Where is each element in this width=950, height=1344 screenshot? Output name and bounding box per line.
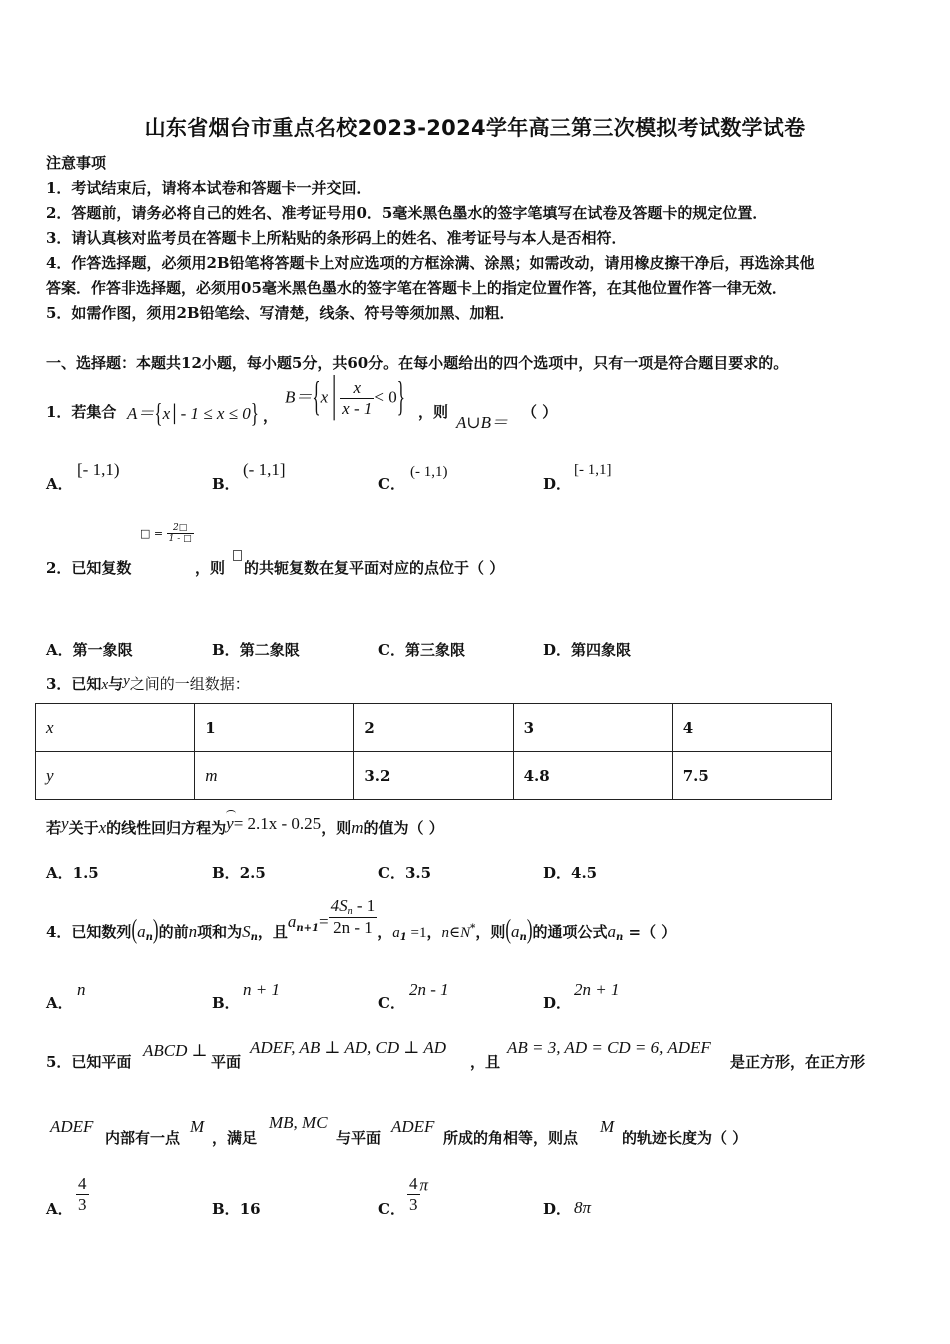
section-heading: 一、选择题：本题共12小题，每小题5分，共60分。在每小题给出的四个选项中，只有一项是符合题目要求的。 [46,354,789,372]
q5-prefix: 5．已知平面 [46,1053,132,1071]
q1-set-b-rel: < 0 [374,387,397,407]
q3-option-d-label: D． [543,864,572,882]
q5-satisfy: ，满足 [212,1129,258,1147]
q3-option-b-value: 2.5 [239,864,266,882]
q4-option-d-value: 2n + 1 [574,980,620,999]
q4-option-b-value: n + 1 [243,980,280,999]
q1-then: ，则 [418,403,449,421]
table-cell: x [36,704,195,752]
table-row [36,704,832,752]
q3-question: 若y关于x的线性回归方程为y= 2.1x - 0.25，则m的值为（ ） [46,814,444,837]
note-item: 1．考试结束后，请将本试卷和答题卡一并交回． [46,179,372,197]
q5-option-b-value: 16 [239,1200,261,1218]
q2-formula-lhs: □ = [140,526,164,540]
q2-mid: ，则 [195,559,226,577]
q1-option-d-label: D． [543,475,572,493]
table-cell: 4 [672,704,831,752]
q2-prefix: 2．已知复数 [46,559,132,577]
q2-suffix: 的共轭复数在复平面对应的点位于（ ） [244,559,505,577]
q4-fraction: $\frac{4S_n - 1}{2n - 1}$ [330,895,376,937]
q3-option-a-label: A． [46,864,73,882]
q4-option-c-label: C． [378,994,405,1012]
q5-option-a-value: $\frac{4}{3}$ [78,1174,87,1214]
q1-option-a-label: A． [46,475,73,493]
table-cell: m [195,752,354,800]
q5-option-d-label: D． [543,1200,572,1218]
note-item: 3．请认真核对监考员在答题卡上所粘贴的条形码上的姓名、准考证号与本人是否相符． [46,229,627,247]
q4-question: 4．已知数列$(a_n)$的前n项和为$S_n$，且$a^{n+1}=$ $\frac{4S_n - 1}{2n - 1}$ ，$a_1 =1$，n∈N*，则$(a_n)$的通项公式$a_n$ =（ ） [46,895,677,945]
q5-cond1: ADEF, AB ⊥ AD, CD ⊥ AD [250,1038,446,1057]
q4-option-a-value: n [77,980,86,999]
q1-paren: （ ） [522,403,558,421]
q4-option-a-label: A． [46,994,73,1012]
q1-set-b-x: x [320,387,329,407]
q3-intro: 3．已知x与y之间的一组数据： [46,673,250,693]
q5-option-d-value: 8π [574,1198,592,1217]
q1-union: A∪B＝ [456,413,509,432]
q5-plane1: ABCD ⊥ [143,1041,208,1060]
q5-and: ，且 [470,1053,501,1071]
q2-option-c-label: C． [378,641,405,659]
q5-with: 与平面 [336,1129,382,1147]
table-cell: 3 [513,704,672,752]
q5-option-a-label: A． [46,1200,73,1218]
q5-adef: ADEF [50,1117,94,1136]
q1-option-c-value: (- 1,1) [410,464,448,480]
q1-set-a-body: x│- 1 ≤ x ≤ 0 [162,404,251,423]
q1-option-d-value: [- 1,1] [574,462,612,478]
q2-option-b-value: 第二象限 [239,641,300,659]
q1-set-a-lhs: A＝ [127,404,155,423]
q1-option-b-label: B． [212,475,240,493]
table-cell: 3.2 [354,752,513,800]
q2-formula-fraction: $\frac{2□}{1 - □}$ [168,523,192,545]
q2-option-d-value: 第四象限 [571,641,632,659]
q5-inside: 内部有一点 [105,1129,181,1147]
q1-prefix: 1．若集合 [46,403,117,421]
table-cell: 2 [354,704,513,752]
q5-adef-2: ADEF [391,1117,435,1136]
q3-option-b-label: B． [212,864,240,882]
q5-square: 是正方形，在正方形 [730,1053,866,1071]
q5-option-c-value: $\frac{4}{3}$ π [409,1174,429,1214]
q3-data-table [35,703,832,800]
q2-option-c-value: 第三象限 [404,641,465,659]
q2-formula [140,523,194,545]
note-item: 答案．作答非选择题，必须用05毫米黑色墨水的签字笔在答题卡上的指定位置作答，在其他位置作答一律无效． [46,279,787,297]
q5-option-b-label: B． [212,1200,240,1218]
notes-heading: 注意事项 [46,154,107,172]
q3-option-a-value: 1.5 [72,864,99,882]
q3-option-d-value: 4.5 [571,864,598,882]
q2-option-a-value: 第一象限 [72,641,133,659]
q1-set-b-fraction: $\frac{x}{x - 1}$ [342,378,373,418]
q3-option-c-label: C． [378,864,405,882]
q5-mbmc: MB, MC [269,1113,328,1132]
table-cell: 1 [195,704,354,752]
table-cell: 4.8 [513,752,672,800]
note-item: 2．答题前，请务必将自己的姓名、准考证号用0．5毫米黑色墨水的签字笔填写在试卷及答题卡的规定位置． [46,204,768,222]
q1-option-b-value: (- 1,1] [243,460,286,479]
q5-cond2: AB = 3, AD = CD = 6, ADEF [507,1038,711,1057]
table-row [36,752,832,800]
q5-suffix: 的轨迹长度为（ ） [622,1129,748,1147]
q2-option-b-label: B． [212,641,240,659]
q1-option-a-value: [- 1,1) [77,460,120,479]
q4-option-d-label: D． [543,994,572,1012]
q3-option-c-value: 3.5 [404,864,432,882]
q1-set-b-lhs: B＝ [285,387,313,407]
table-cell: y [36,752,195,800]
note-item: 5．如需作图，须用2B铅笔绘、写清楚，线条、符号等须加黑、加粗． [46,304,515,322]
table-cell: 7.5 [672,752,831,800]
q5-plane-word: 平面 [211,1053,242,1071]
q2-option-a-label: A． [46,641,73,659]
page-title: 山东省烟台市重点名校2023-2024学年高三第三次模拟考试数学试卷 [144,116,806,140]
q2-option-d-label: D． [543,641,572,659]
q1-set-a: A＝{x│- 1 ≤ x ≤ 0} [127,398,259,429]
q5-angle: 所成的角相等，则点 [443,1129,579,1147]
q4-option-c-value: 2n - 1 [409,980,449,999]
q1-option-c-label: C． [378,475,405,493]
q5-point-m: M [190,1117,205,1136]
q5-point-m-2: M [600,1117,615,1136]
q1-set-b: B＝{x│ $\frac{x}{x - 1}$ < 0} [285,373,405,420]
q5-option-c-label: C． [378,1200,405,1218]
note-item: 4．作答选择题，必须用2B铅笔将答题卡上对应选项的方框涂满、涂黑；如需改动，请用橡皮擦干净后，再选涂其他 [46,254,815,272]
q2-z-placeholder [233,545,242,564]
q4-option-b-label: B． [212,994,240,1012]
